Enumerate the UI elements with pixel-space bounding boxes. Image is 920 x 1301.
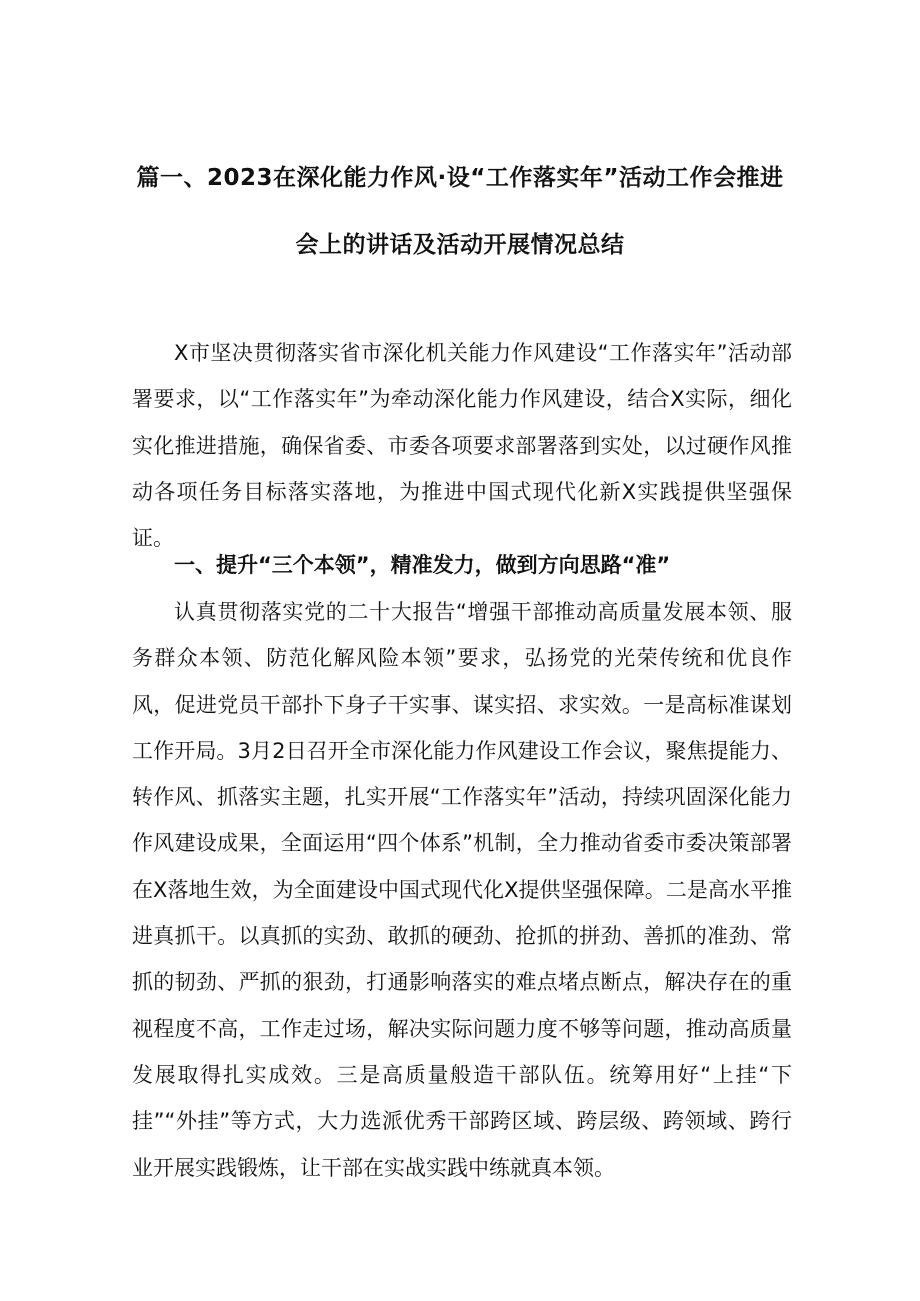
section-heading-1: 一、提升“三个本领”，精准发力，做到方向思路“准”	[174, 553, 671, 577]
section-1-paragraph: 认真贯彻落实党的二十大报告“增强干部推动高质量发展本领、服务群众本领、防范化解风险本领”要求，弘扬党的光荣传统和优良作风，促进党员干部扑下身子干实事、谋实招、求实效。一是高标准谋划工作开局。3月2日召开全市深化能力作风建设工作会议，聚焦提能力、转作风、抓落实主题，扎实开展“工作落实年”活动，持续巩固深化能力作风建设成果，全面运用“四个体系”机制，全力推动省委市委决策部署在X落地生效，为全面建设中国式现代化X提供坚强保障。二是高水平推进真抓干。以真抓的实劲、敢抓的硬劲、抢抓的拼劲、善抓的准劲、常抓的韧劲、严抓的狠劲，打通影响落实的难点堵点断点，解决存在的重视程度不高，工作走过场，解决实际问题力度不够等问题，推动高质量发展取得扎实成效。三是高质量般造干部队伍。统筹用好“上挂“下挂”“外挂”等方式，大力选派优秀干部跨区域、跨层级、跨领域、跨行业开展实践锻炼，让干部在实战实践中练就真本领。	[132, 600, 792, 1180]
document-title-line-1: 篇一、2023在深化能力作风·设“工作落实年”活动工作会推进	[136, 165, 784, 191]
document-title-line-2: 会上的讲话及活动开展情况总结	[295, 232, 625, 258]
intro-paragraph: X市坚决贯彻落实省市深化机关能力作风建设“工作落实年”活动部署要求，以“工作落实年”为牵动深化能力作风建设，结合X实际，细化实化推进措施，确保省委、市委各项要求部署落到实处，以过硬作风推动各项任务目标落实落地，为推进中国式现代化新X实践提供坚强保证。	[132, 341, 792, 551]
